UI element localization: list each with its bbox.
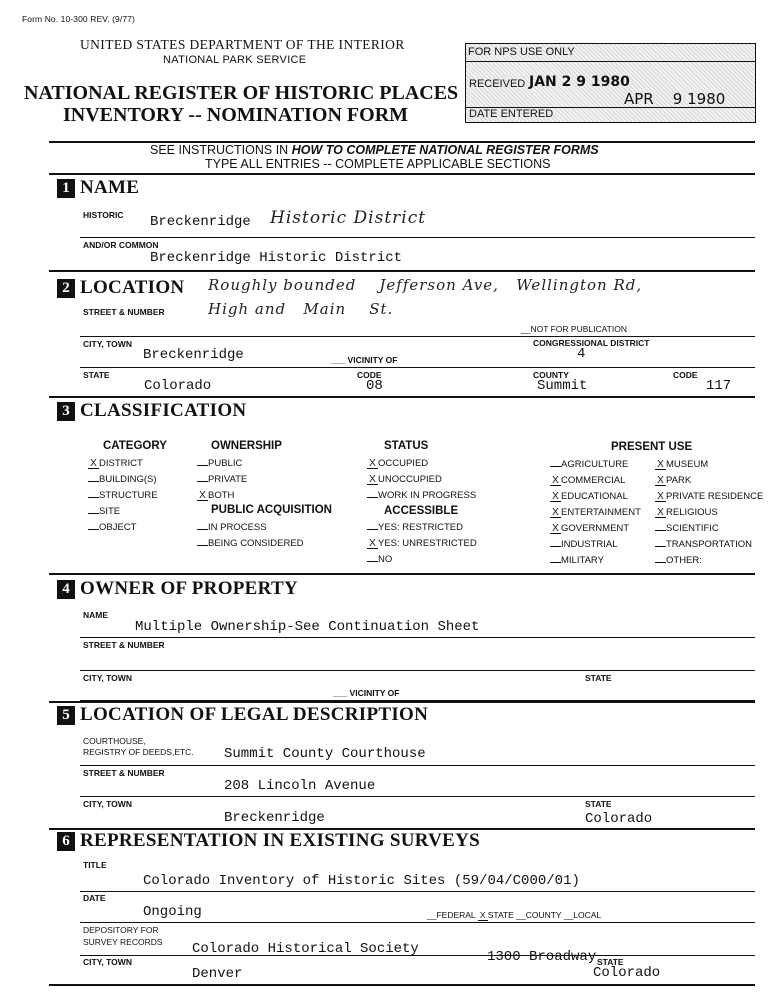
legal-city-label: CITY, TOWN	[83, 799, 132, 809]
survey-date-value[interactable]: Ongoing	[143, 904, 202, 920]
checkbox-mark	[550, 466, 561, 467]
county-value[interactable]: Summit	[537, 378, 588, 394]
historic-handwritten: Historic District	[270, 208, 427, 228]
county-code-label: CODE	[673, 370, 698, 380]
courthouse-label-1: COURTHOUSE,	[83, 736, 146, 746]
use-col2-option[interactable]	[655, 475, 691, 486]
location-handwritten-2: High and Main St.	[208, 300, 394, 318]
option-label: DISTRICT	[99, 458, 143, 469]
state-code-label: CODE	[357, 370, 382, 380]
survey-city-value[interactable]: Denver	[192, 966, 243, 982]
form-title-line2: INVENTORY -- NOMINATION FORM	[63, 104, 409, 126]
owner-street-label: STREET & NUMBER	[83, 640, 165, 650]
public-acquisition-heading: PUBLIC ACQUISITION	[211, 504, 332, 516]
category-option[interactable]	[88, 474, 157, 485]
section-4-title: OWNER OF PROPERTY	[80, 578, 299, 599]
option-label: PRIVATE RESIDENCE	[666, 491, 764, 502]
service-name: NATIONAL PARK SERVICE	[163, 54, 307, 66]
survey-state-label: STATE	[597, 957, 624, 967]
legal-state-value[interactable]: Colorado	[585, 811, 653, 827]
owner-name-label: NAME	[83, 610, 109, 620]
checkbox-mark	[197, 529, 208, 530]
section-1-title: NAME	[80, 177, 140, 198]
survey-level-options	[427, 910, 601, 921]
status-option[interactable]	[367, 458, 428, 469]
option-label: PRIVATE	[208, 474, 248, 485]
option-label: IN PROCESS	[208, 522, 267, 533]
option-label: OBJECT	[99, 522, 137, 533]
historic-value[interactable]: Breckenridge	[150, 214, 251, 230]
category-option[interactable]	[88, 490, 158, 501]
section-5-number: 5	[57, 706, 75, 725]
instructions-link-title: HOW TO COMPLETE NATIONAL REGISTER FORMS	[291, 143, 599, 157]
courthouse-value[interactable]: Summit County Courthouse	[224, 746, 426, 762]
legal-street-value[interactable]: 208 Lincoln Avenue	[224, 778, 376, 794]
public-acquisition-option[interactable]	[197, 538, 304, 549]
checkbox-mark	[88, 529, 99, 530]
county-option[interactable]: __COUNTY	[516, 910, 562, 920]
county-code[interactable]: 117	[706, 378, 732, 394]
checkbox-mark: X	[655, 460, 666, 470]
city-value[interactable]: Breckenridge	[143, 347, 244, 363]
option-label: AGRICULTURE	[561, 459, 629, 470]
option-label: SCIENTIFIC	[666, 523, 719, 534]
ownership-option[interactable]	[197, 474, 247, 485]
owner-city-label: CITY, TOWN	[83, 673, 132, 683]
vicinity-label[interactable]: ___ VICINITY OF	[331, 355, 398, 365]
section-4-number: 4	[57, 580, 75, 599]
option-label: SITE	[99, 506, 121, 517]
use-col2-option[interactable]	[655, 507, 718, 518]
use-col2-option[interactable]	[655, 491, 763, 502]
category-option[interactable]	[88, 522, 136, 533]
option-label: YES: UNRESTRICTED	[378, 538, 477, 549]
checkbox-mark	[655, 530, 666, 531]
checkbox-mark	[197, 465, 208, 466]
accessible-option[interactable]	[367, 522, 463, 533]
option-label: INDUSTRIAL	[561, 539, 618, 550]
checkbox-mark: X	[88, 459, 99, 469]
form-number: Form No. 10-300 REV. (9/77)	[22, 14, 135, 24]
use-col2-option[interactable]	[655, 523, 719, 534]
nps-use-box	[465, 43, 756, 123]
historic-label: HISTORIC	[83, 210, 124, 220]
checkbox-mark	[367, 497, 378, 498]
option-label: COMMERCIAL	[561, 475, 626, 486]
use-col1-option[interactable]	[550, 475, 625, 486]
use-col2-option[interactable]	[655, 459, 708, 470]
option-label: BOTH	[208, 490, 235, 501]
courthouse-label-2: REGISTRY OF DEEDS,ETC.	[83, 747, 194, 757]
received-stamp: JAN 2 9 1980	[529, 74, 630, 90]
checkbox-mark	[88, 481, 99, 482]
use-col1-option[interactable]	[550, 507, 641, 518]
option-label: PUBLIC	[208, 458, 243, 469]
checkbox-mark	[367, 529, 378, 530]
owner-name-value[interactable]: Multiple Ownership-See Continuation Sheet	[135, 619, 480, 635]
checkbox-mark: X	[550, 476, 561, 486]
checkbox-mark: X	[550, 508, 561, 518]
checkbox-mark: X	[655, 492, 666, 502]
checkbox-mark	[367, 561, 378, 562]
checkbox-mark	[88, 513, 99, 514]
state-code[interactable]: 08	[366, 378, 383, 394]
received-label: RECEIVED	[469, 78, 526, 90]
state-value[interactable]: Colorado	[144, 378, 212, 394]
checkbox-mark: X	[367, 475, 378, 485]
congressional-label: CONGRESSIONAL DISTRICT	[533, 338, 650, 348]
survey-title-label: TITLE	[83, 860, 107, 870]
section-5-title: LOCATION OF LEGAL DESCRIPTION	[80, 704, 429, 725]
legal-street-label: STREET & NUMBER	[83, 768, 165, 778]
survey-date-label: DATE	[83, 893, 106, 903]
depository-label-1: DEPOSITORY FOR	[83, 925, 159, 935]
checkbox-mark: X	[367, 539, 378, 549]
street-label: STREET & NUMBER	[83, 307, 165, 317]
use-col1-option[interactable]	[550, 491, 628, 502]
ownership-option[interactable]	[197, 490, 234, 501]
legal-city-value[interactable]: Breckenridge	[224, 810, 325, 826]
checkbox-mark	[197, 545, 208, 546]
option-label: RELIGIOUS	[666, 507, 718, 518]
federal-option[interactable]: __FEDERAL	[427, 910, 476, 920]
option-label: ENTERTAINMENT	[561, 507, 641, 518]
depository-label-2: SURVEY RECORDS	[83, 937, 163, 947]
option-label: OCCUPIED	[378, 458, 429, 469]
owner-state-label: STATE	[585, 673, 612, 683]
entered-stamp: APR 9 1980	[624, 90, 726, 108]
use-col1-option[interactable]	[550, 539, 617, 550]
depository-address[interactable]: 1300 Broadway	[487, 949, 597, 965]
local-option[interactable]: __LOCAL	[563, 910, 602, 920]
public-acquisition-option[interactable]	[197, 522, 267, 533]
state-option[interactable]	[478, 910, 514, 920]
county-label: COUNTY	[533, 370, 569, 380]
ownership-heading: OWNERSHIP	[211, 440, 282, 452]
checkbox-mark	[197, 481, 208, 482]
survey-title-value[interactable]: Colorado Inventory of Historic Sites (59/04/C000/01)	[143, 873, 580, 889]
option-label: BUILDING(S)	[99, 474, 157, 485]
instructions-line2: TYPE ALL ENTRIES -- COMPLETE APPLICABLE SECTIONS	[205, 157, 551, 171]
option-label: MILITARY	[561, 555, 604, 566]
use-col2-option[interactable]	[655, 539, 752, 550]
checkbox-mark: X	[655, 508, 666, 518]
status-option[interactable]	[367, 474, 442, 485]
option-label: NO	[378, 554, 393, 565]
depository-value[interactable]: Colorado Historical Society	[192, 941, 419, 957]
checkbox-mark	[655, 562, 666, 563]
section-3-number: 3	[57, 402, 75, 421]
common-value[interactable]: Breckenridge Historic District	[150, 250, 403, 266]
section-2-title: LOCATION	[80, 277, 185, 298]
checkbox-mark: X	[550, 492, 561, 502]
state-label: STATE	[83, 370, 110, 380]
section-2-number: 2	[57, 279, 75, 298]
option-label: BEING CONSIDERED	[208, 538, 304, 549]
status-heading: STATUS	[384, 440, 429, 452]
option-label: WORK IN PROGRESS	[378, 490, 477, 501]
section-1-number: 1	[57, 179, 75, 198]
checkbox-mark	[655, 546, 666, 547]
survey-city-label: CITY, TOWN	[83, 957, 132, 967]
location-handwritten-1: Roughly bounded Jefferson Ave, Wellington Rd,	[208, 276, 643, 294]
section-6-number: 6	[57, 832, 75, 851]
state-option-mark: X	[478, 910, 488, 921]
use-col2-option[interactable]	[655, 555, 702, 566]
option-label: EDUCATIONAL	[561, 491, 628, 502]
status-option[interactable]	[367, 490, 476, 501]
instructions-prefix: SEE INSTRUCTIONS IN	[150, 143, 292, 157]
checkbox-mark: X	[550, 524, 561, 534]
checkbox-mark: X	[197, 491, 208, 501]
form-title-line1: NATIONAL REGISTER OF HISTORIC PLACES	[24, 82, 459, 104]
checkbox-mark: X	[367, 459, 378, 469]
ownership-option[interactable]	[197, 458, 242, 469]
option-label: PARK	[666, 475, 692, 486]
checkbox-mark: X	[655, 476, 666, 486]
nps-header: FOR NPS USE ONLY	[468, 46, 575, 58]
section-3-title: CLASSIFICATION	[80, 400, 247, 421]
date-entered-label: DATE ENTERED	[469, 108, 554, 120]
option-label: UNOCCUPIED	[378, 474, 442, 485]
category-option[interactable]	[88, 506, 120, 517]
common-label: AND/OR COMMON	[83, 240, 159, 250]
department-name: UNITED STATES DEPARTMENT OF THE INTERIOR	[80, 37, 405, 52]
checkbox-mark	[550, 546, 561, 547]
option-label: YES: RESTRICTED	[378, 522, 463, 533]
checkbox-mark	[550, 562, 561, 563]
use-col1-option[interactable]	[550, 555, 604, 566]
owner-vicinity-label[interactable]: ___ VICINITY OF	[333, 688, 400, 698]
present-use-heading: PRESENT USE	[611, 441, 693, 453]
use-col1-option[interactable]	[550, 523, 629, 534]
option-label: TRANSPORTATION	[666, 539, 753, 550]
legal-state-label: STATE	[585, 799, 612, 809]
survey-state-value[interactable]: Colorado	[593, 965, 661, 981]
option-label: STRUCTURE	[99, 490, 158, 501]
checkbox-mark	[88, 497, 99, 498]
option-label: GOVERNMENT	[561, 523, 630, 534]
city-label: CITY, TOWN	[83, 339, 132, 349]
use-col1-option[interactable]	[550, 459, 628, 470]
accessible-option[interactable]	[367, 538, 477, 549]
option-label: MUSEUM	[666, 459, 709, 470]
congressional-value[interactable]: 4	[577, 346, 586, 362]
not-for-publication[interactable]: __NOT FOR PUBLICATION	[521, 324, 627, 334]
accessible-option[interactable]	[367, 554, 392, 565]
instructions-line1	[150, 143, 599, 157]
accessible-heading: ACCESSIBLE	[384, 505, 459, 517]
option-label: OTHER:	[666, 555, 702, 566]
category-heading: CATEGORY	[103, 440, 167, 452]
state-option-label: STATE	[487, 910, 514, 920]
section-6-title: REPRESENTATION IN EXISTING SURVEYS	[80, 830, 481, 851]
category-option[interactable]	[88, 458, 143, 469]
